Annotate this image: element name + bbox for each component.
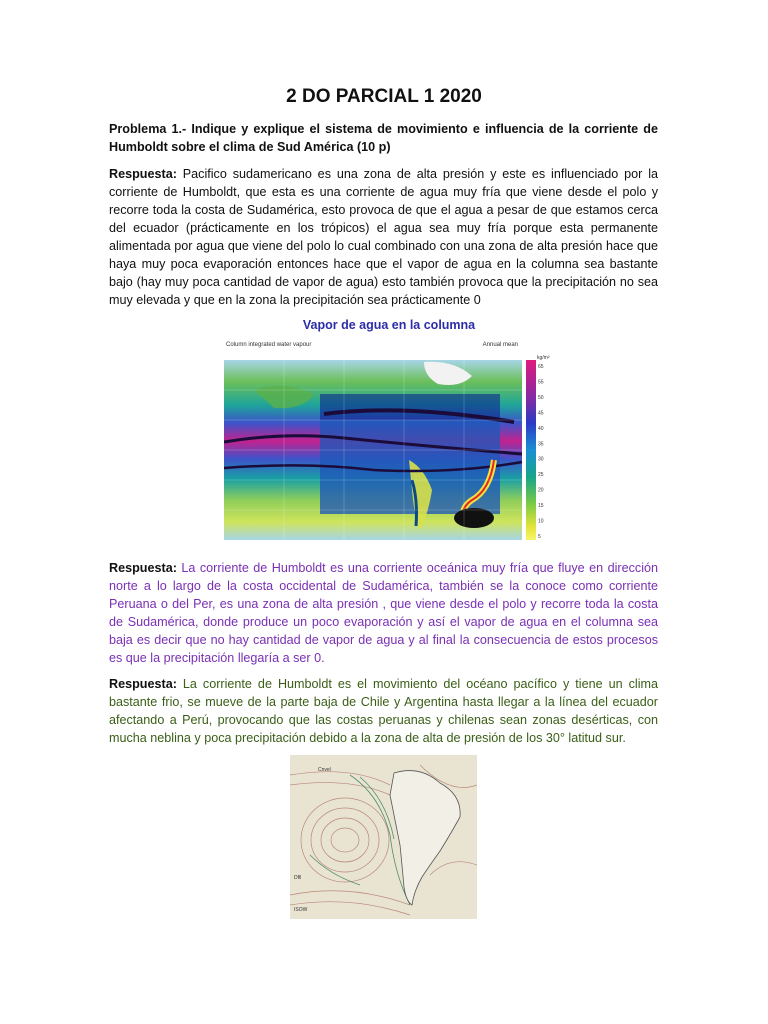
problem-statement: Problema 1.- Indique y explique el sistema de movimiento e influencia de la corriente de Humboldt sobre el clima de Sud América (10 p) [109,122,658,154]
answer-3 [109,675,658,747]
answer-2-label: Respuesta: [109,561,177,575]
answer-3-text: La corriente de Humboldt es el movimiento del océano pacífico y tiene un clima bastante frio, se mueve de la parte baja de Chile y Argentina hasta llegar a la línea del ecuador afectando a Perú, provocando que las costas peruanas y chilenas sean zonas desérticas, con mucha neblina y poca precipitación debido a la zona de alta de presión de los 30° latitud sur. [109,677,658,745]
svg-text:Dfll: Dfll [294,875,302,881]
water-vapour-map [224,350,554,544]
figure-right-label: Annual mean [482,342,518,348]
pressure-map-figure [290,755,477,919]
svg-text:Cnvel: Cnvel [318,767,331,773]
answer-3-label: Respuesta: [109,677,177,691]
answer-2-text: La corriente de Humboldt es una corriente oceánica muy fría que fluye en dirección norte a lo largo de la costa occidental de Sudamérica, también se la conoce como corriente Peruana o del Per, es una zona de alta presión , que viene desde el polo y recorre toda la costa de Sudamérica, donde produce un poco evaporación y así el vapor de agua en el columna sea baja es decir que no hay cantidad de vapor de agua y al final la consecuencia de estos procesos es que la precipitación llegaría a ser 0. [109,561,658,665]
scale-unit-label: kg/m² [537,355,550,361]
color-scale-bar [526,360,536,540]
scale-tick-label: 5 [538,534,541,540]
scale-tick-label: 20 [538,487,544,494]
answer-1 [109,165,658,309]
scale-tick-label: 50 [538,394,544,401]
scale-tick-label: 40 [538,425,544,432]
answer-1-text: Pacifico sudamericano es una zona de alta presión y este es influenciado por la corriente de Humboldt, que esta es una corriente de agua muy fría que viene desde el polo y recorre toda la costa de Sudamérica, esto provoca de que el agua a pesar de que estamos cerca del ecuador (prácticamente en los trópicos) el agua sea muy fría porque esta permanente alimentada por agua que viene del polo lo cual combinado con una zona de alta presión hace que haya muy poca evaporación entonces hace que el vapor de agua en la columna sea bastante bajo (hay muy poca cantidad de vapor de agua) esto también provoca que la precipitación no sea muy elevada y que en la zona la precipitación sea prácticamente 0 [109,167,659,307]
scale-tick-label: 45 [538,410,544,417]
answer-1-label: Respuesta: [109,167,177,181]
scale-tick-label: 10 [538,518,544,525]
figure-title: Vapor de agua en la columna [302,318,476,332]
document-title: 2 DO PARCIAL 1 2020 [286,86,482,107]
scale-tick-label: 35 [538,441,544,448]
svg-text:ISOW: ISOW [294,907,308,913]
scale-tick-label: 30 [538,456,544,463]
figure-left-label: Column integrated water vapour [226,342,312,348]
water-vapour-figure [224,318,554,544]
scale-tick-label: 55 [538,379,544,386]
scale-tick-label: 65 [538,364,544,370]
answer-2 [109,559,658,667]
scale-tick-label: 25 [538,472,544,479]
scale-tick-label: 15 [538,503,544,510]
